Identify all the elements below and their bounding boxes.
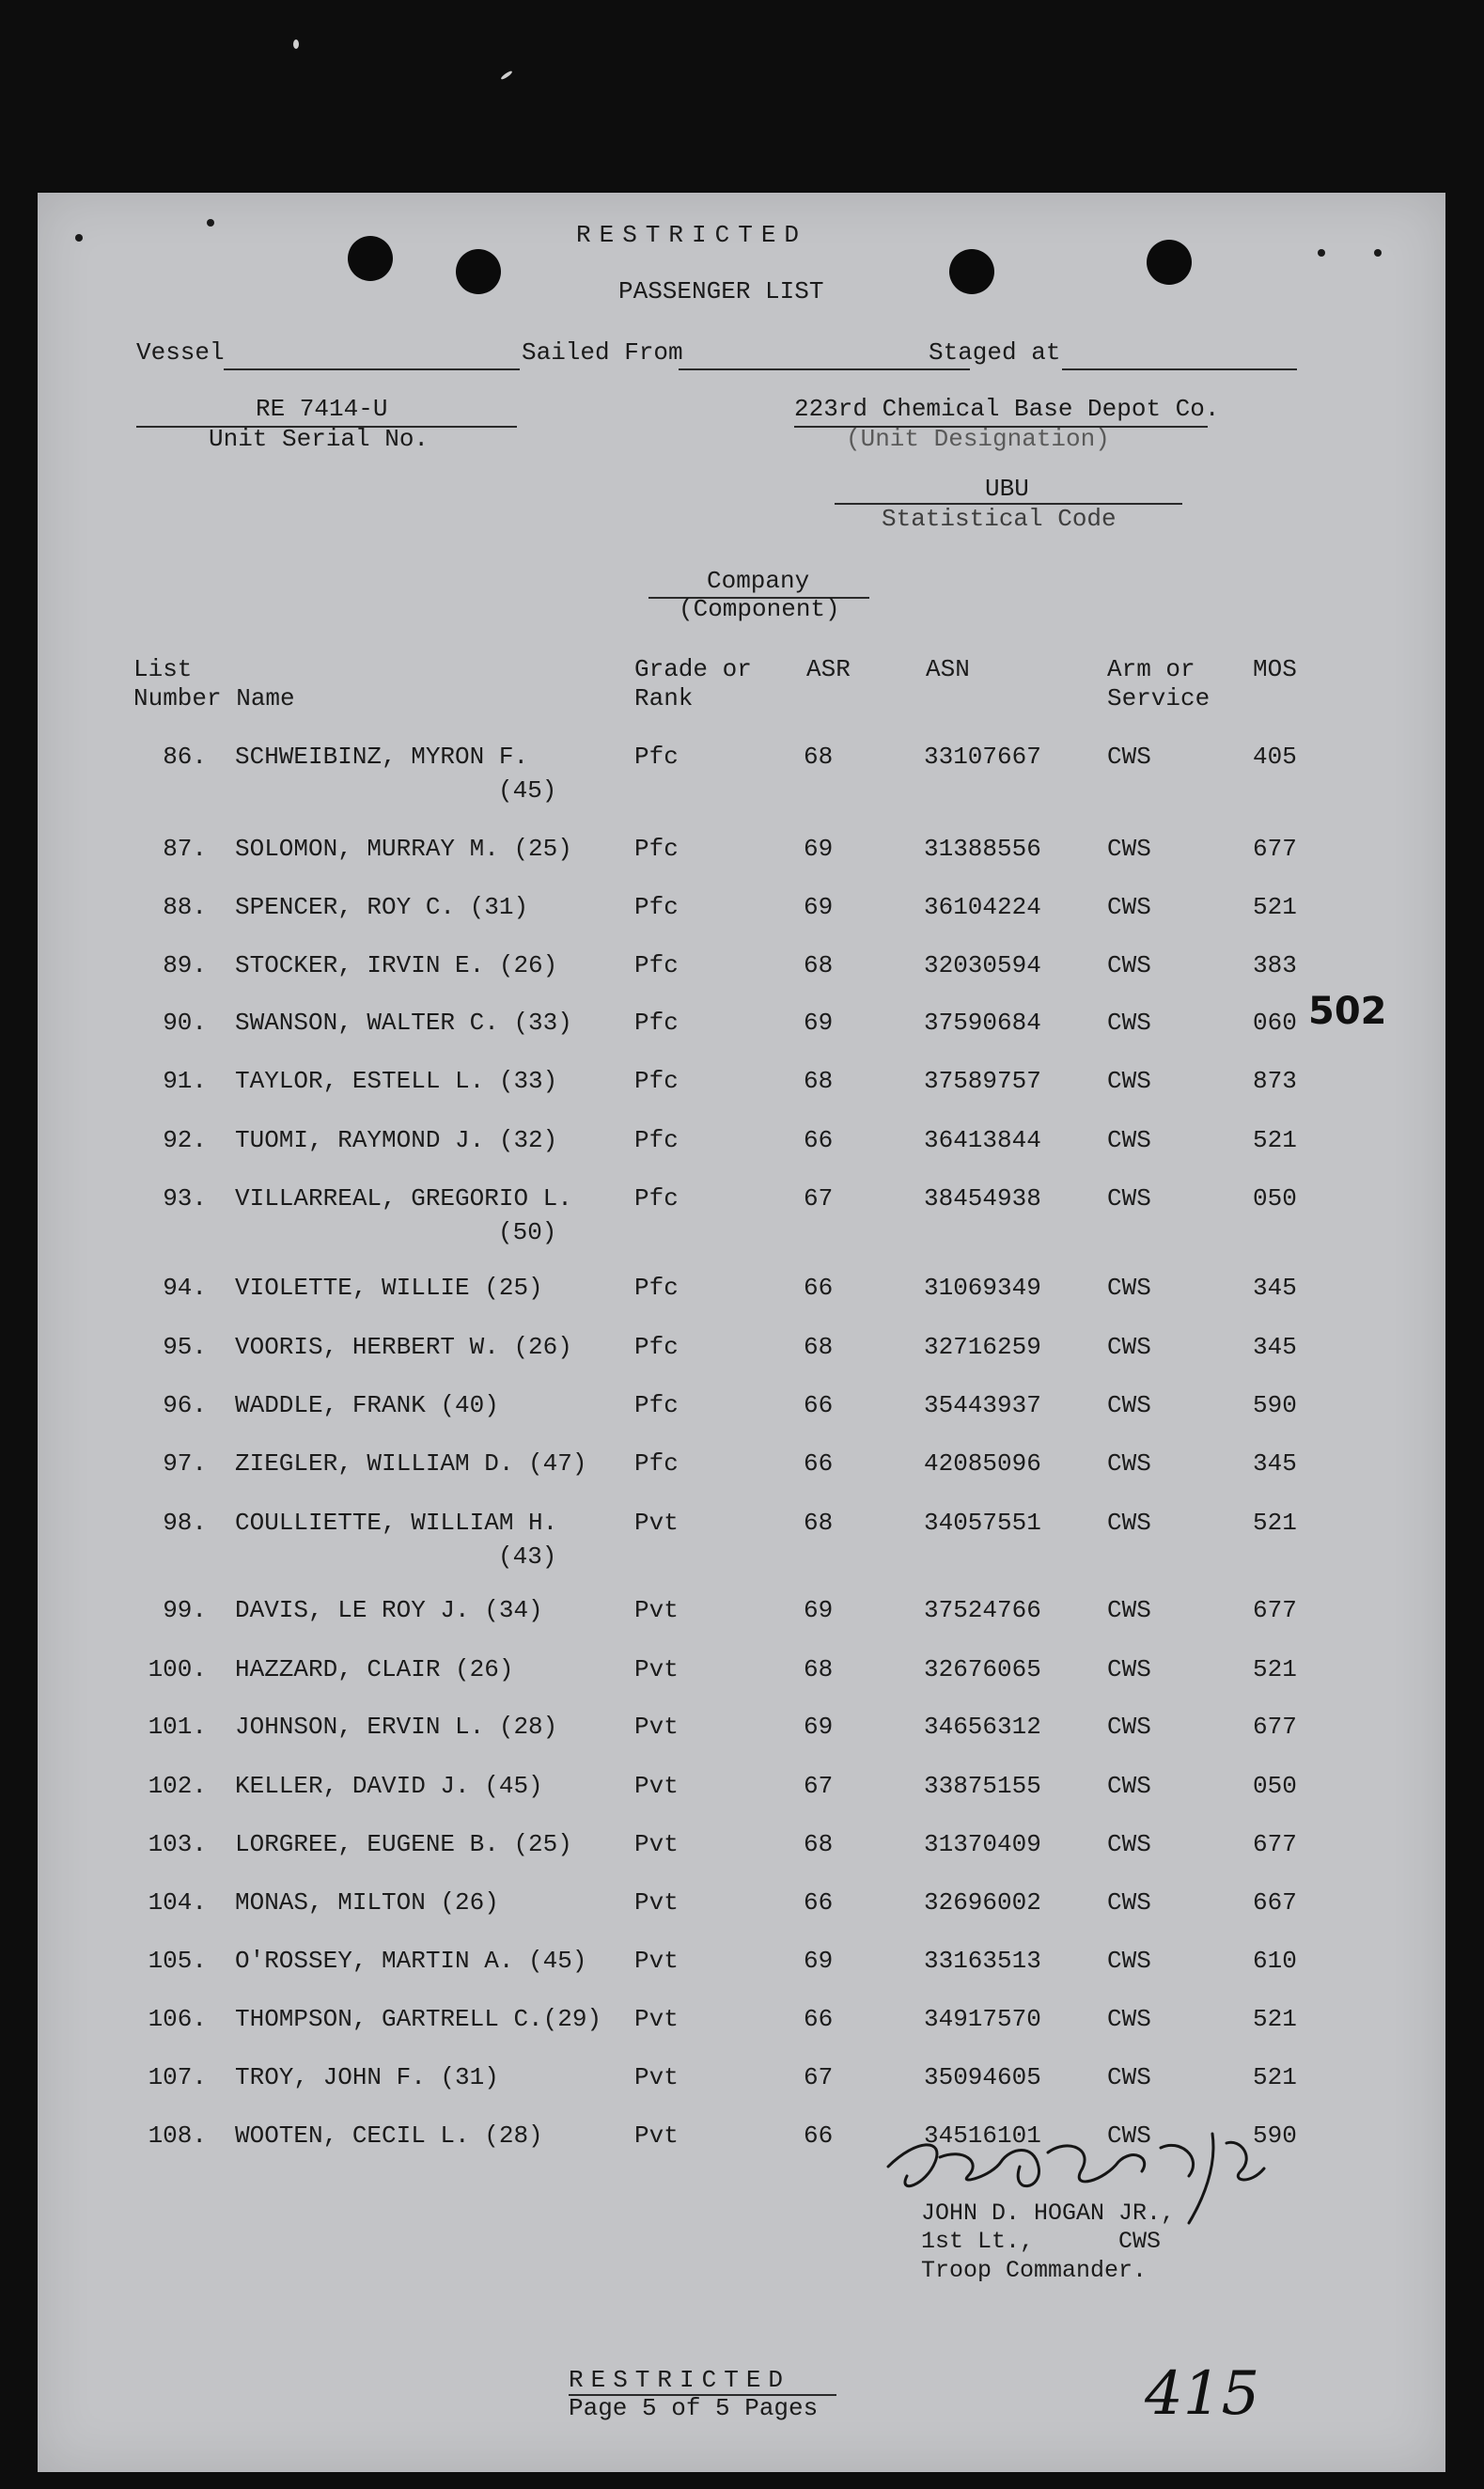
- asr: 69: [804, 1947, 834, 1975]
- mos: 610: [1253, 1947, 1297, 1975]
- asr: 67: [804, 1772, 834, 1800]
- ink-dot: [207, 219, 214, 227]
- asn: 34057551: [924, 1509, 1041, 1537]
- arm-service: CWS: [1107, 743, 1151, 771]
- grade: Pvt: [634, 1947, 679, 1975]
- arm-service: CWS: [1107, 1274, 1151, 1302]
- list-number: 92.: [163, 1126, 207, 1154]
- arm-service: CWS: [1107, 1596, 1151, 1624]
- grade: Pfc: [634, 1067, 679, 1095]
- mos: 050: [1253, 1772, 1297, 1800]
- mos: 050: [1253, 1184, 1297, 1213]
- asn: 35094605: [924, 2063, 1041, 2091]
- table-row: [38, 835, 1445, 872]
- punch-hole: [456, 249, 501, 294]
- mos: 060: [1253, 1009, 1297, 1037]
- passenger-age: (50): [498, 1218, 557, 1246]
- classification-bottom: RESTRICTED: [569, 2366, 791, 2394]
- mos: 521: [1253, 1126, 1297, 1154]
- mos: 590: [1253, 1391, 1297, 1419]
- asn: 33107667: [924, 743, 1041, 771]
- doc-title: PASSENGER LIST: [618, 277, 824, 305]
- classification-top: RESTRICTED: [576, 221, 808, 249]
- passenger-name: DAVIS, LE ROY J. (34): [235, 1596, 543, 1624]
- list-number: 93.: [163, 1184, 207, 1213]
- arm-service: CWS: [1107, 1713, 1151, 1741]
- col-header-mos: MOS: [1253, 655, 1297, 683]
- grade: Pvt: [634, 2121, 679, 2150]
- list-number: 97.: [163, 1449, 207, 1478]
- asr: 66: [804, 1449, 834, 1478]
- passenger-name: SOLOMON, MURRAY M. (25): [235, 835, 572, 863]
- col-header-asr: ASR: [806, 655, 851, 683]
- arm-service: CWS: [1107, 2063, 1151, 2091]
- list-number: 104.: [148, 1888, 207, 1917]
- passenger-name: KELLER, DAVID J. (45): [235, 1772, 543, 1800]
- vessel-label: Vessel: [136, 338, 225, 367]
- grade: Pfc: [634, 1333, 679, 1361]
- mos: 521: [1253, 1509, 1297, 1537]
- document-sheet: [38, 193, 1445, 2472]
- staged-at-label: Staged at: [929, 338, 1061, 367]
- table-row: [38, 1391, 1445, 1429]
- ink-dot: [1318, 249, 1325, 257]
- staged-at-blank: [1062, 368, 1297, 370]
- arm-service: CWS: [1107, 1184, 1151, 1213]
- list-number: 88.: [163, 893, 207, 921]
- asn: 32030594: [924, 951, 1041, 979]
- asn: 38454938: [924, 1184, 1041, 1213]
- arm-service: CWS: [1107, 1655, 1151, 1683]
- asn: 32716259: [924, 1333, 1041, 1361]
- passenger-name: ZIEGLER, WILLIAM D. (47): [235, 1449, 587, 1478]
- grade: Pfc: [634, 1184, 679, 1213]
- asn: 36104224: [924, 893, 1041, 921]
- page-indicator: Page 5 of 5 Pages: [569, 2394, 819, 2422]
- mos: 345: [1253, 1274, 1297, 1302]
- asr: 66: [804, 1391, 834, 1419]
- grade: Pfc: [634, 1391, 679, 1419]
- list-number: 99.: [163, 1596, 207, 1624]
- asr: 68: [804, 1333, 834, 1361]
- list-number: 96.: [163, 1391, 207, 1419]
- col-header-service: Service: [1107, 684, 1211, 712]
- unit-designation-label: (Unit Designation): [846, 425, 1110, 453]
- col-header-arm: Arm or: [1107, 655, 1195, 683]
- asn: 42085096: [924, 1449, 1041, 1478]
- passenger-name: VILLARREAL, GREGORIO L.: [235, 1184, 572, 1213]
- list-number: 106.: [148, 2005, 207, 2033]
- arm-service: CWS: [1107, 1126, 1151, 1154]
- table-row: [38, 1947, 1445, 1984]
- grade: Pfc: [634, 1274, 679, 1302]
- list-number: 101.: [148, 1713, 207, 1741]
- sailed-from-label: Sailed From: [522, 338, 683, 367]
- ink-dot: [75, 234, 83, 242]
- asn: 34656312: [924, 1713, 1041, 1741]
- col-header-number-name: Number Name: [133, 684, 295, 712]
- table-row: [38, 951, 1445, 989]
- asr: 66: [804, 1126, 834, 1154]
- ink-dot: [1374, 249, 1382, 257]
- asr: 68: [804, 1655, 834, 1683]
- grade: Pvt: [634, 1830, 679, 1858]
- passenger-name: WOOTEN, CECIL L. (28): [235, 2121, 543, 2150]
- passenger-name: JOHNSON, ERVIN L. (28): [235, 1713, 558, 1741]
- table-row: [38, 1830, 1445, 1868]
- mos: 667: [1253, 1888, 1297, 1917]
- asr: 68: [804, 1067, 834, 1095]
- asn: 31388556: [924, 835, 1041, 863]
- arm-service: CWS: [1107, 2005, 1151, 2033]
- arm-service: CWS: [1107, 1830, 1151, 1858]
- mos: 677: [1253, 835, 1297, 863]
- passenger-name: TROY, JOHN F. (31): [235, 2063, 499, 2091]
- arm-service: CWS: [1107, 1449, 1151, 1478]
- table-row: [38, 1449, 1445, 1487]
- asn: 31370409: [924, 1830, 1041, 1858]
- asn: 35443937: [924, 1391, 1041, 1419]
- asn: 36413844: [924, 1126, 1041, 1154]
- table-row: [38, 1126, 1445, 1164]
- mos: 677: [1253, 1596, 1297, 1624]
- list-number: 95.: [163, 1333, 207, 1361]
- mos: 345: [1253, 1449, 1297, 1478]
- table-row: [38, 743, 1445, 805]
- grade: Pfc: [634, 743, 679, 771]
- arm-service: CWS: [1107, 1509, 1151, 1537]
- list-number: 94.: [163, 1274, 207, 1302]
- list-number: 105.: [148, 1947, 207, 1975]
- list-number: 90.: [163, 1009, 207, 1037]
- statistical-code-label: Statistical Code: [882, 505, 1117, 533]
- grade: Pvt: [634, 1509, 679, 1537]
- asr: 66: [804, 1274, 834, 1302]
- list-number: 87.: [163, 835, 207, 863]
- list-number: 107.: [148, 2063, 207, 2091]
- passenger-name: WADDLE, FRANK (40): [235, 1391, 499, 1419]
- asr: 67: [804, 1184, 834, 1213]
- asr: 69: [804, 893, 834, 921]
- vessel-blank: [224, 368, 520, 370]
- mos: 521: [1253, 893, 1297, 921]
- asr: 68: [804, 951, 834, 979]
- table-row: [38, 2063, 1445, 2101]
- list-number: 103.: [148, 1830, 207, 1858]
- asr: 69: [804, 1713, 834, 1741]
- passenger-name: LORGREE, EUGENE B. (25): [235, 1830, 572, 1858]
- list-number: 98.: [163, 1509, 207, 1537]
- table-row: [38, 1274, 1445, 1311]
- passenger-age: (43): [498, 1542, 557, 1571]
- statistical-code-value: UBU: [985, 475, 1029, 503]
- asr: 68: [804, 743, 834, 771]
- list-number: 89.: [163, 951, 207, 979]
- passenger-name: THOMPSON, GARTRELL C.(29): [235, 2005, 602, 2033]
- signer-title: Troop Commander.: [921, 2257, 1148, 2284]
- col-header-grade: Grade or: [634, 655, 752, 683]
- component-label: (Component): [679, 595, 840, 623]
- table-row: [38, 893, 1445, 931]
- arm-service: CWS: [1107, 1947, 1151, 1975]
- grade: Pvt: [634, 2063, 679, 2091]
- list-number: 102.: [148, 1772, 207, 1800]
- passenger-age: (45): [498, 776, 557, 805]
- punch-hole: [949, 249, 994, 294]
- unit-serial-value: RE 7414-U: [256, 395, 388, 423]
- mos: 383: [1253, 951, 1297, 979]
- grade: Pfc: [634, 893, 679, 921]
- mos: 677: [1253, 1713, 1297, 1741]
- asn: 37590684: [924, 1009, 1041, 1037]
- table-row: [38, 1596, 1445, 1634]
- col-header-rank: Rank: [634, 684, 694, 712]
- grade: Pfc: [634, 951, 679, 979]
- passenger-name: SWANSON, WALTER C. (33): [235, 1009, 572, 1037]
- asr: 67: [804, 2063, 834, 2091]
- asr: 69: [804, 835, 834, 863]
- asn: 31069349: [924, 1274, 1041, 1302]
- signer-rank: 1st Lt., CWS: [921, 2228, 1162, 2255]
- grade: Pfc: [634, 1126, 679, 1154]
- passenger-name: TUOMI, RAYMOND J. (32): [235, 1126, 558, 1154]
- arm-service: CWS: [1107, 951, 1151, 979]
- asn: 37524766: [924, 1596, 1041, 1624]
- unit-designation-value: 223rd Chemical Base Depot Co.: [794, 395, 1220, 423]
- asr: 66: [804, 1888, 834, 1917]
- grade: Pvt: [634, 1713, 679, 1741]
- list-number: 86.: [163, 743, 207, 771]
- passenger-name: VOORIS, HERBERT W. (26): [235, 1333, 572, 1361]
- asr: 69: [804, 1596, 834, 1624]
- arm-service: CWS: [1107, 1333, 1151, 1361]
- grade: Pvt: [634, 1596, 679, 1624]
- grade: Pvt: [634, 1888, 679, 1917]
- col-header-asn: ASN: [926, 655, 970, 683]
- passenger-name: SCHWEIBINZ, MYRON F.: [235, 743, 529, 771]
- margin-speck: [293, 39, 299, 49]
- table-row: [38, 1888, 1445, 1926]
- company-label: Company: [707, 567, 810, 595]
- passenger-name: TAYLOR, ESTELL L. (33): [235, 1067, 558, 1095]
- mos: 521: [1253, 2005, 1297, 2033]
- margin-speck: [500, 70, 513, 80]
- mos: 521: [1253, 2063, 1297, 2091]
- asn: 33163513: [924, 1947, 1041, 1975]
- grade: Pvt: [634, 1655, 679, 1683]
- grade: Pfc: [634, 1009, 679, 1037]
- grade: Pvt: [634, 1772, 679, 1800]
- stamp-number: 502: [1308, 990, 1387, 1033]
- passenger-name: COULLIETTE, WILLIAM H.: [235, 1509, 558, 1537]
- mos: 677: [1253, 1830, 1297, 1858]
- mos: 405: [1253, 743, 1297, 771]
- asr: 69: [804, 1009, 834, 1037]
- arm-service: CWS: [1107, 893, 1151, 921]
- asn: 34917570: [924, 2005, 1041, 2033]
- asn: 32696002: [924, 1888, 1041, 1917]
- asr: 68: [804, 1509, 834, 1537]
- passenger-name: VIOLETTE, WILLIE (25): [235, 1274, 543, 1302]
- col-header-list: List: [133, 655, 193, 683]
- asn: 37589757: [924, 1067, 1041, 1095]
- passenger-name: SPENCER, ROY C. (31): [235, 893, 529, 921]
- arm-service: CWS: [1107, 2121, 1151, 2150]
- asr: 68: [804, 1830, 834, 1858]
- mos: 521: [1253, 1655, 1297, 1683]
- unit-serial-label: Unit Serial No.: [209, 425, 430, 453]
- asn: 32676065: [924, 1655, 1041, 1683]
- grade: Pvt: [634, 2005, 679, 2033]
- asr: 66: [804, 2121, 834, 2150]
- table-row: [38, 1772, 1445, 1809]
- mos: 873: [1253, 1067, 1297, 1095]
- table-row: [38, 1713, 1445, 1750]
- handwritten-page-number: 415: [1145, 2359, 1260, 2429]
- table-row: [38, 1333, 1445, 1370]
- mos: 345: [1253, 1333, 1297, 1361]
- table-row: [38, 2005, 1445, 2043]
- asr: 66: [804, 2005, 834, 2033]
- punch-hole: [348, 236, 393, 281]
- arm-service: CWS: [1107, 1772, 1151, 1800]
- passenger-name: MONAS, MILTON (26): [235, 1888, 499, 1917]
- table-row: [38, 1009, 1445, 1046]
- grade: Pfc: [634, 835, 679, 863]
- arm-service: CWS: [1107, 835, 1151, 863]
- arm-service: CWS: [1107, 1391, 1151, 1419]
- asn: 34516101: [924, 2121, 1041, 2150]
- signer-name: JOHN D. HOGAN JR.,: [921, 2199, 1176, 2227]
- list-number: 100.: [148, 1655, 207, 1683]
- list-number: 91.: [163, 1067, 207, 1095]
- table-row: [38, 1509, 1445, 1571]
- sailed-from-blank: [679, 368, 970, 370]
- table-row: [38, 1067, 1445, 1104]
- grade: Pfc: [634, 1449, 679, 1478]
- table-row: [38, 1184, 1445, 1246]
- passenger-name: STOCKER, IRVIN E. (26): [235, 951, 558, 979]
- mos: 590: [1253, 2121, 1297, 2150]
- passenger-name: O'ROSSEY, MARTIN A. (45): [235, 1947, 587, 1975]
- arm-service: CWS: [1107, 1888, 1151, 1917]
- arm-service: CWS: [1107, 1009, 1151, 1037]
- punch-hole: [1147, 240, 1192, 285]
- table-row: [38, 1655, 1445, 1693]
- list-number: 108.: [148, 2121, 207, 2150]
- asn: 33875155: [924, 1772, 1041, 1800]
- passenger-name: HAZZARD, CLAIR (26): [235, 1655, 514, 1683]
- arm-service: CWS: [1107, 1067, 1151, 1095]
